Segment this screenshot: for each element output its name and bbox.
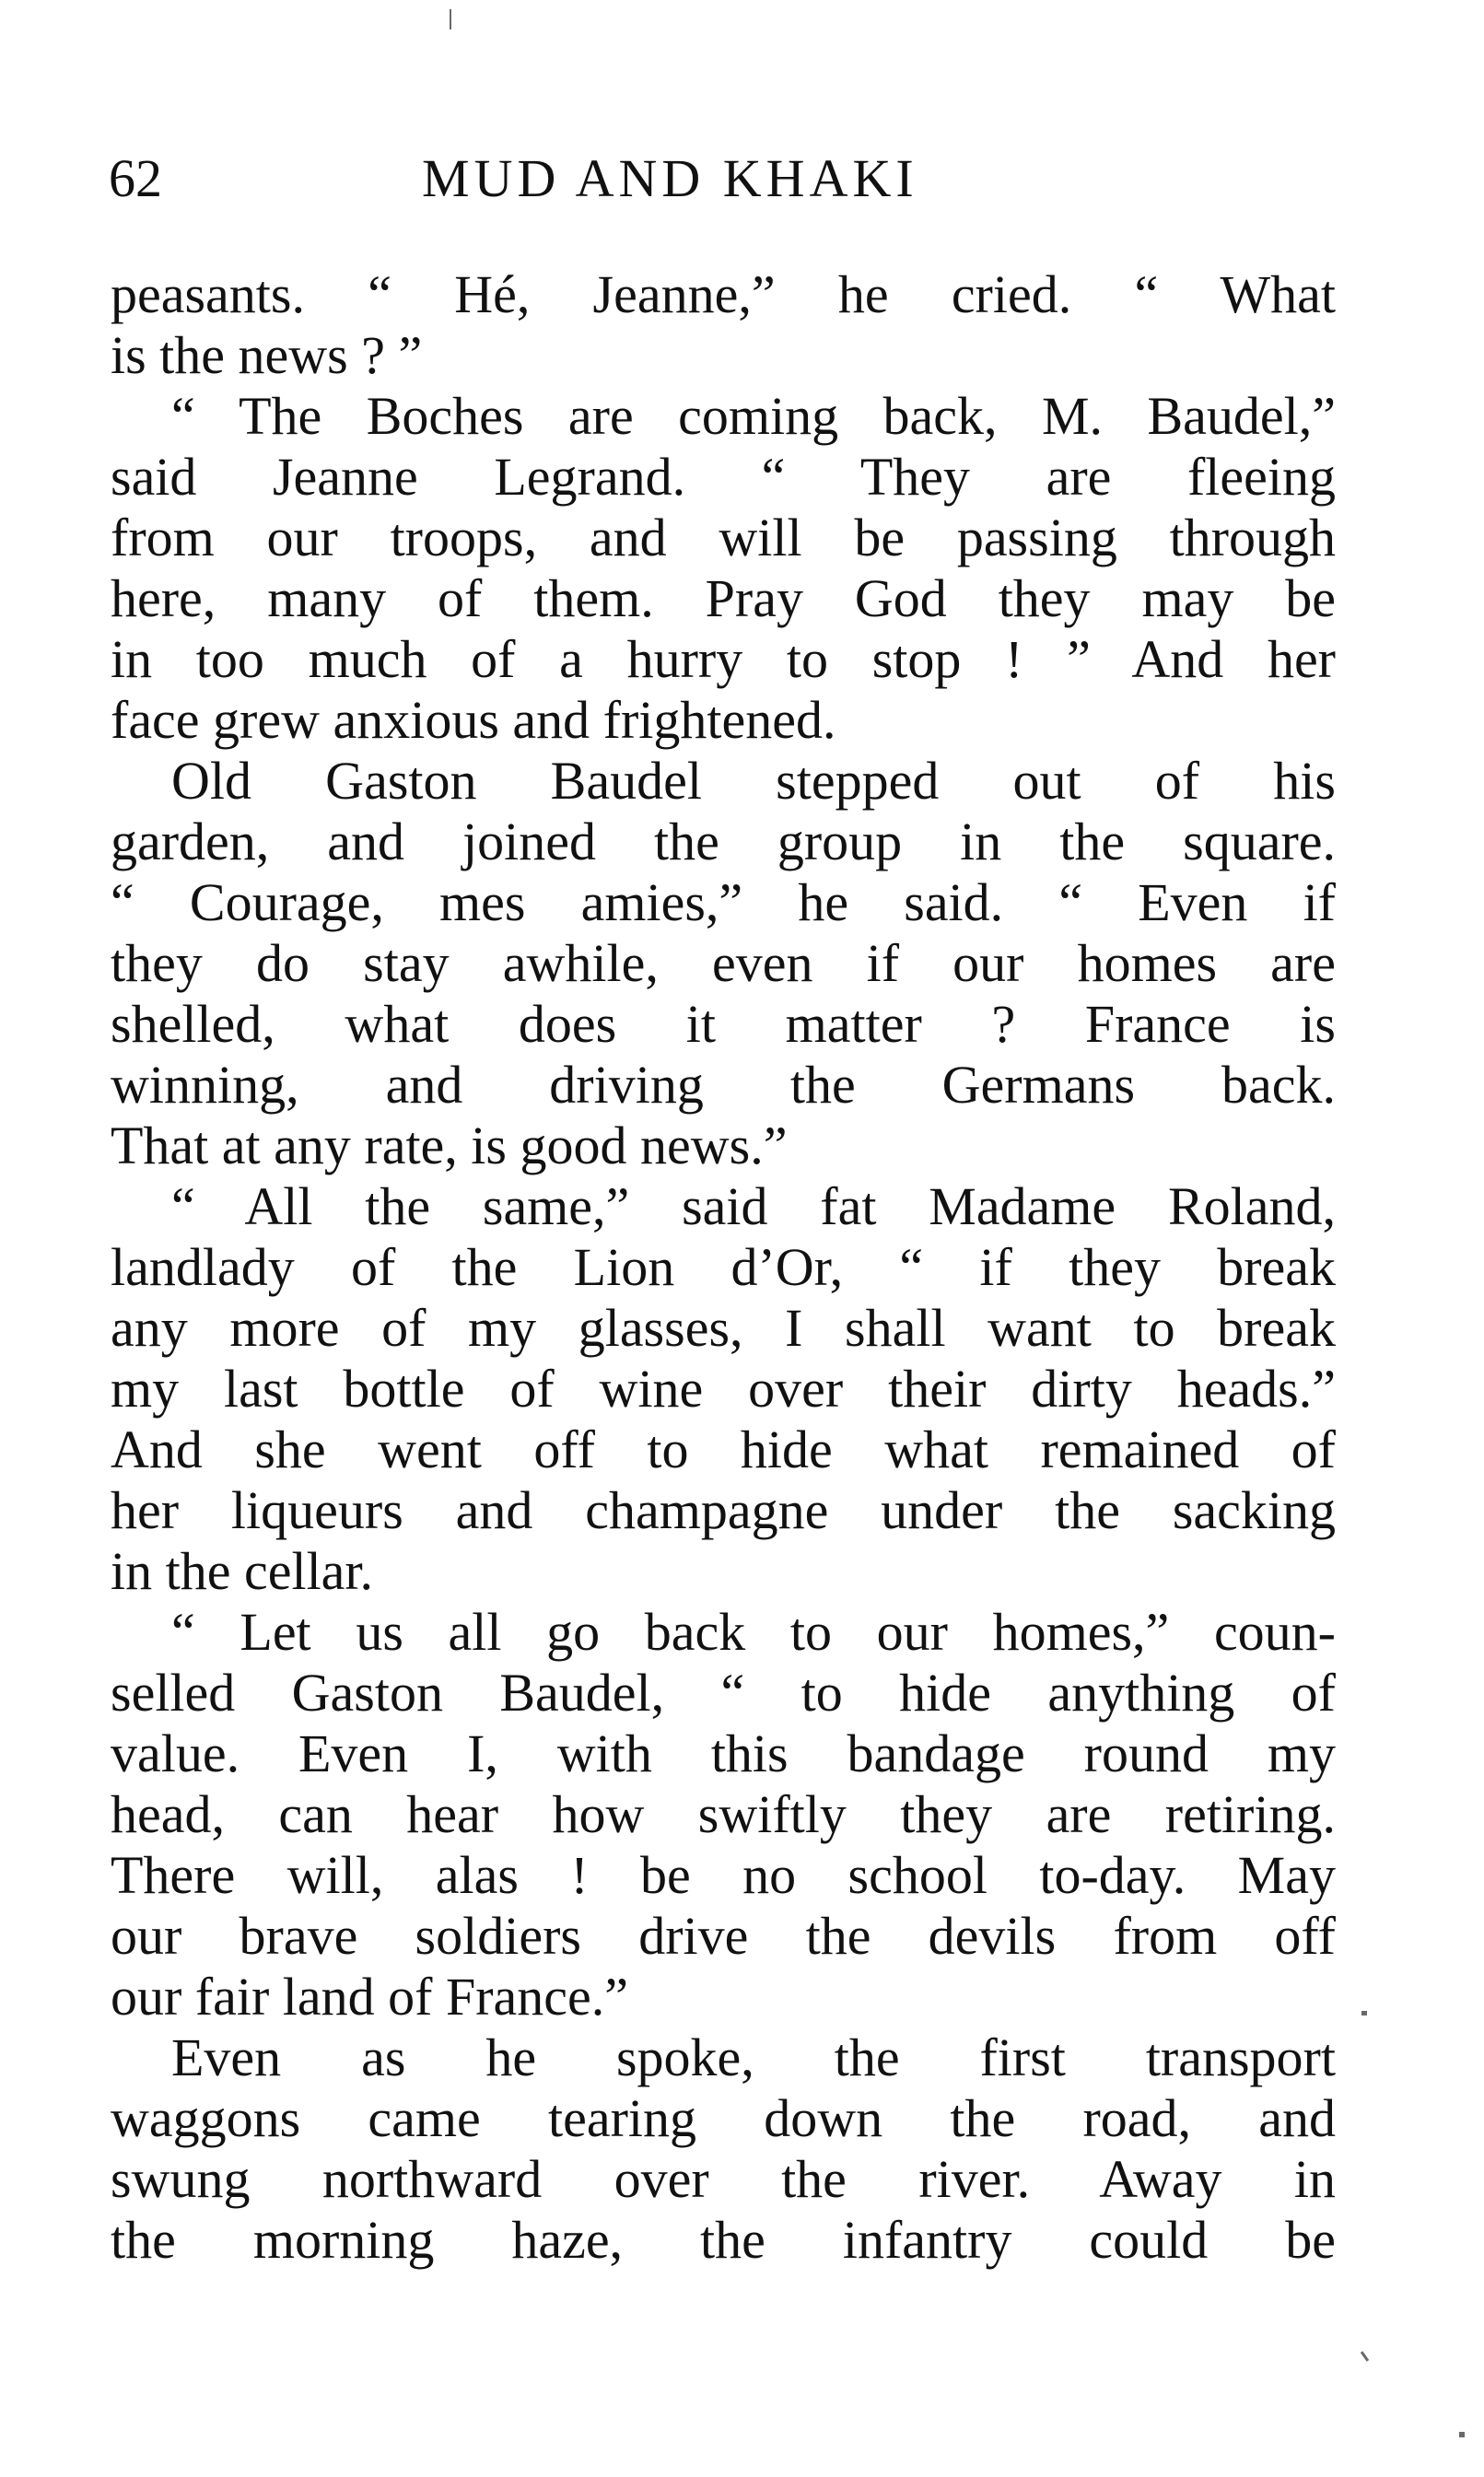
text-line: winning, and driving the Germans back. xyxy=(111,1055,1336,1115)
text-line: shelled, what does it matter ? France is xyxy=(111,994,1336,1054)
margin-speck xyxy=(1361,2011,1367,2015)
page-number: 62 xyxy=(109,148,162,208)
text-line: “ All the same,” said fat Madame Roland, xyxy=(171,1176,1336,1236)
text-line: our brave soldiers drive the devils from off xyxy=(111,1906,1336,1966)
text-line: head, can hear how swiftly they are retiring. xyxy=(111,1784,1336,1844)
text-line: her liqueurs and champagne under the sacking xyxy=(111,1480,1336,1540)
text-line: they do stay awhile, even if our homes are xyxy=(111,933,1336,993)
text-line: in the cellar. xyxy=(111,1541,374,1601)
text-line: And she went off to hide what remained of xyxy=(111,1420,1336,1479)
text-line: any more of my glasses, I shall want to break xyxy=(111,1298,1336,1358)
body-text xyxy=(111,264,1336,2271)
text-line: swung northward over the river. Away in xyxy=(111,2149,1336,2209)
running-title: MUD AND KHAKI xyxy=(422,148,918,208)
text-line: my last bottle of wine over their dirty heads.” xyxy=(111,1359,1336,1419)
text-line: from our troops, and will be passing through xyxy=(111,508,1336,567)
text-line: waggons came tearing down the road, and xyxy=(111,2088,1336,2148)
text-line: “ Let us all go back to our homes,” coun- xyxy=(171,1602,1336,1662)
text-line: peasants. “ Hé, Jeanne,” he cried. “ What xyxy=(111,264,1336,324)
text-line: garden, and joined the group in the square. xyxy=(111,812,1336,871)
text-line: here, many of them. Pray God they may be xyxy=(111,568,1336,628)
text-line: “ Courage, mes amies,” he said. “ Even if xyxy=(111,872,1336,932)
text-line: value. Even I, with this bandage round my xyxy=(111,1723,1336,1783)
text-line: in too much of a hurry to stop ! ” And her xyxy=(111,629,1336,689)
text-line: is the news ? ” xyxy=(111,325,423,385)
margin-speck xyxy=(1459,2432,1465,2437)
text-line: Old Gaston Baudel stepped out of his xyxy=(171,751,1336,811)
margin-speck xyxy=(1361,2351,1369,2362)
text-line: the morning haze, the infantry could be xyxy=(111,2210,1336,2270)
text-line: landlady of the Lion d’Or, “ if they break xyxy=(111,1237,1336,1297)
text-line: said Jeanne Legrand. “ They are fleeing xyxy=(111,447,1336,507)
running-head xyxy=(109,147,1337,221)
text-line: Even as he spoke, the first transport xyxy=(171,2027,1336,2087)
text-line: That at any rate, is good news.” xyxy=(111,1116,788,1175)
text-line: face grew anxious and frightened. xyxy=(111,690,836,750)
text-line: There will, alas ! be no school to-day. May xyxy=(111,1845,1336,1905)
text-line: “ The Boches are coming back, M. Baudel,” xyxy=(171,386,1336,446)
top-scan-mark xyxy=(450,9,451,29)
text-line: selled Gaston Baudel, “ to hide anything of xyxy=(111,1663,1336,1723)
text-line: our fair land of France.” xyxy=(111,1967,629,2027)
